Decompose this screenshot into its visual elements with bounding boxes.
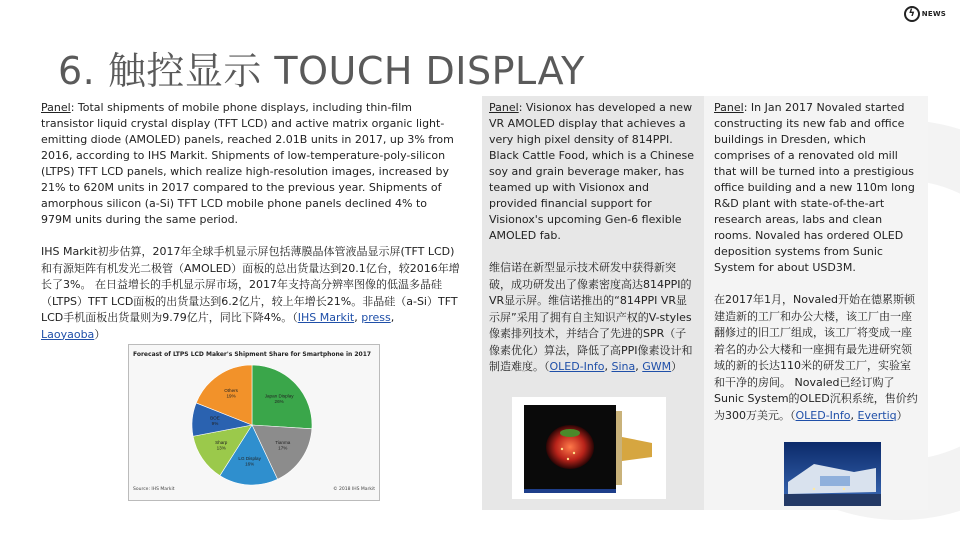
col3-en-text: : In Jan 2017 Novaled started constructing its new fab and office buildings in Dresden, which comprises of a renovated old mill that will be turned into a prestigious office building and a new 110m long R&D plant with state-of-the-art research areas, labs and clean rooms. Novaled has ordered OLED deposition systems from Sunic System for about USD3M. [714, 101, 915, 274]
vr-display-image [512, 397, 666, 499]
novaled-building-image [784, 442, 881, 506]
col1-panel-label: Panel [41, 101, 71, 114]
col2-en-paragraph [489, 100, 696, 244]
chart-source: Source: IHS Markit [133, 487, 175, 492]
chart-copyright: © 2018 IHS Markit [333, 487, 375, 492]
pie-label-sharp: Sharp 13% [215, 439, 228, 451]
col1-en-paragraph [41, 100, 460, 228]
col2-zh-text: 维信诺在新型显示技术研发中获得新突破，成功研发出了像素密度高达814PPI的VR显示屏。维信诺推出的“814PPI VR显示屏”采用了拥有自主知识产权的V-styles像素排列技术，并结合了先进的SPR（子像素优化）算法，降低了高PPI像素设计和制造难度。 [489, 261, 693, 373]
link-oled-info-3[interactable]: OLED-Info [795, 408, 851, 422]
col3-zh-paragraph: 在2017年1月，Novaled开始在德累斯顿建造新的工厂和办公大楼，该工厂由一座翻修过的旧工厂组成，该工厂将变成一座着名的办公大楼和一座拥有最先进研究领域的新的长达110米的研发工厂，实验室 和干净的房间。 Novaled已经订购了Sunic System的OLED沉积系统，售价约为300万美元。（OLED-Info, Evertiq） [714, 293, 918, 422]
chart-title: Forecast of LTPS LCD Maker's Shipment Share for Smartphone in 2017 [133, 351, 372, 358]
link-ihs-markit[interactable]: IHS Markit [297, 311, 355, 324]
link-gwm[interactable]: GWM [642, 360, 672, 373]
link-press[interactable]: press [361, 311, 391, 324]
pie-label-japan-display: Japan Display 26% [264, 393, 294, 404]
pie-label-tianma: Tianma 17% [275, 439, 291, 451]
pie-label-boe: BOE 9% [210, 415, 220, 426]
brand-logo [904, 6, 946, 22]
col3-zh-text: 在2017年1月，Novaled开始在德累斯顿建造新的工厂和办公大楼，该工厂由一座翻修过的旧工厂组成，该工厂将变成一座着名的办公大楼和一座拥有最先进研究领域的新的长达110米的研发工厂，实验室 和干净的房间。 Novaled已经订购了Sunic System的OLED沉积系统，售价约为300万美元。 [714, 293, 918, 422]
col2-en-text: : Visionox has developed a new VR AMOLED display that achieves a very high pixel density of 814PPI. Black Cattle Food, which is a Chinese soy and grain beverage maker, has teamed up with Visionox and provided financial support for Visionox's upcoming Gen-6 flexible AMOLED fab. [489, 101, 695, 242]
column-novaled [704, 96, 928, 510]
pie-label-others: Others 19% [224, 388, 238, 399]
column-visionox [482, 96, 704, 510]
pie-chart [129, 345, 379, 500]
column-ihs [40, 96, 466, 510]
col1-en-text: : Total shipments of mobile phone displays, including thin-film transistor liquid crystal display (TFT LCD) and active matrix organic light-emitting diode (AMOLED) panels, reached 2.01B units in 2017, up 3% from 2016, according to IHS Markit. Shipments of low-temperature-poly-silicon (LTPS) TFT LCD panels, which realize high-resolution images, increased by 21% to 620M units in 2017 compared to the previous year. Shipments of amorphous silicon (a-Si) TFT LCD mobile phone panels declined 4% to 979M units during the same period. [41, 101, 454, 226]
link-sina[interactable]: Sina [611, 360, 636, 373]
col1-zh-text: IHS Markit初步估算，2017年全球手机显示屏包括薄膜晶体管液晶显示屏(TFT LCD)和有源矩阵有机发光二极管（AMOLED）面板的总出货量达到20.1亿台，较2016年增长了3%。 在日益增长的手机显示屏市场，2017年支持高分辨率图像的低温多晶硅（LTPS）TFT LCD面板的出货量达到6.2亿片，较上年增长21%。非晶硅（a-Si）TFT LCD手机面板出货量则为9.79亿片，同比下降4%。 [41, 245, 460, 324]
pie-label-lg-display: LG Display 16% [238, 456, 261, 467]
link-evertiq[interactable]: Evertiq [857, 408, 897, 422]
brand-logo-text: NEWS [921, 10, 946, 18]
lightning-icon: ϟ [904, 6, 920, 22]
page-title: 6. 触控显示 TOUCH DISPLAY [58, 49, 585, 93]
link-laoyaoba[interactable]: Laoyaoba [41, 327, 95, 341]
pie-chart-figure [128, 344, 380, 501]
col2-zh-paragraph: 维信诺在新型显示技术研发中获得新突破，成功研发出了像素密度高达814PPI的VR显示屏。维信诺推出的“814PPI VR显示屏”采用了拥有自主知识产权的V-styles像素排列技术，并结合了先进的SPR（子像素优化）算法，降低了高PPI像素设计和制造难度。（OLED-Info, Sina, GWM） [489, 261, 693, 373]
col1-zh-paragraph: IHS Markit初步估算，2017年全球手机显示屏包括薄膜晶体管液晶显示屏(TFT LCD)和有源矩阵有机发光二极管（AMOLED）面板的总出货量达到20.1亿台，较2016年增长了3%。 在日益增长的手机显示屏市场，2017年支持高分辨率图像的低温多晶硅（LTPS）TFT LCD面板的出货量达到6.2亿片，较上年增长21%。非晶硅（a-Si）TFT LCD手机面板出货量则为9.79亿片，同比下降4%。（IHS Markit, press, Laoyaoba） [41, 245, 460, 341]
col3-panel-label: Panel [714, 101, 744, 114]
link-oled-info-2[interactable]: OLED-Info [549, 360, 605, 373]
col3-en-paragraph [714, 100, 920, 276]
col2-panel-label: Panel [489, 101, 519, 114]
